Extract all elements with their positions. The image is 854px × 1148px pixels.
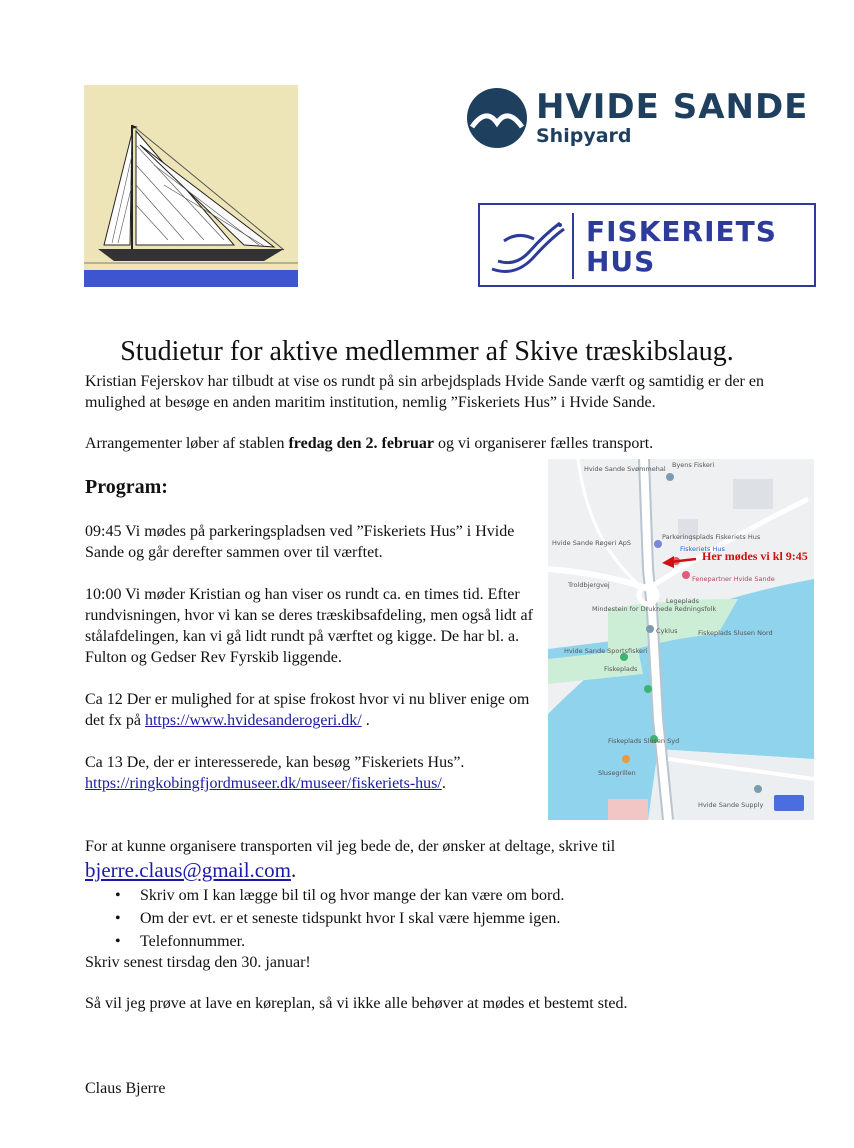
arrangement-date: fredag den 2. februar	[288, 435, 434, 452]
bullet-text: Skriv om I kan lægge bil til og hvor mange der kan være om bord.	[140, 887, 565, 904]
list-item	[85, 907, 825, 930]
signature: Claus Bjerre	[85, 1080, 166, 1097]
transport-bullet-list	[85, 884, 825, 953]
bullet-icon: •	[115, 910, 121, 927]
arrangement-after: og vi organiserer fælles transport.	[433, 435, 654, 452]
bullet-text: Telefonnummer.	[140, 933, 246, 950]
map-callout-text: Her mødes vi kl 9:45	[702, 549, 808, 563]
fiskeriets-line1: FISKERIETS	[586, 215, 777, 248]
map-label-nord: Fiskeplads Slusen Nord	[698, 629, 773, 637]
program-heading: Program:	[85, 476, 168, 498]
transport-paragraph	[85, 836, 825, 883]
map-label-syd: Fiskeplads Slusen Syd	[608, 737, 680, 745]
arrangement-paragraph	[85, 433, 825, 454]
map-label-fiskeplads: Fiskeplads	[604, 665, 638, 673]
sea-band	[84, 270, 298, 287]
list-item	[85, 884, 825, 907]
hvide-sande-shipyard-logo	[466, 85, 826, 155]
deadline-text: Skriv senest tirsdag den 30. januar!	[85, 954, 311, 971]
email-link[interactable]: bjerre.claus@gmail.com	[85, 858, 291, 882]
bullet-text: Om der evt. er et seneste tidspunkt hvor I skal være hjemme igen.	[140, 910, 561, 927]
map-label-supply: Hvide Sande Supply	[698, 801, 764, 809]
map-label-troldbjerg: Troldbjergvej	[568, 581, 610, 589]
program-ca12-tail: .	[361, 712, 370, 729]
sailboat-logo	[84, 85, 298, 287]
arrangement-before: Arrangementer løber af stablen	[85, 435, 289, 452]
program-ca13-text: Ca 13 De, der er interesseredе, kan besøg ”Fiskeriets Hus”.	[85, 754, 465, 771]
map-label-parkering: Parkeringsplads Fiskeriets Hus	[662, 533, 761, 541]
map-label-sluse: Slusegrillen	[598, 769, 636, 777]
map-label-svommehal: Hvide Sande Svømmehal	[584, 465, 666, 473]
map-label-mindested: Mindestein for Druknede Redningsfolk	[592, 605, 717, 613]
program-item-0945: 09:45 Vi mødes på parkeringspladsen ved ”Fiskeriets Hus” i Hvide Sande og går derefter sammen over til værftet.	[85, 523, 515, 561]
map-graphic	[548, 459, 814, 820]
page-title: Studietur for aktive medlemmer af Skive træskibslaug.	[120, 336, 734, 367]
map-label-fiskerietshus: Fiskeriets Hus	[680, 545, 725, 553]
list-item	[85, 930, 825, 953]
rogeri-link[interactable]: https://www.hvidesanderogeri.dk/	[144, 712, 362, 729]
museum-link[interactable]: https://ringkobingfjordmuseer.dk/museer/fiskeriets-hus/	[85, 775, 442, 792]
map-label-legeplads: Legeplads	[666, 597, 700, 605]
location-map[interactable]	[548, 459, 814, 820]
shipyard-wave-icon	[466, 87, 528, 149]
bullet-icon: •	[115, 933, 121, 950]
bullet-icon: •	[115, 887, 121, 904]
program-ca13-tail: .	[441, 775, 446, 792]
intro-paragraph: Kristian Fejerskov har tilbudt at vise os rundt på sin arbejdsplads Hvide Sande værft og samtidig er der en mulighed at besøge en anden maritim institution, nemlig ”Fiskeriets Hus” i Hvide Sande.	[85, 373, 764, 411]
program-item-ca12	[85, 689, 547, 731]
logo-divider	[572, 213, 574, 279]
map-label-rogeri: Hvide Sande Røgeri ApS	[552, 539, 632, 547]
shipyard-subtitle: Shipyard	[536, 125, 632, 147]
sailboat-icon	[84, 85, 298, 287]
map-label-feneparti: Fenepartner Hvide Sande	[692, 575, 775, 583]
map-label-byens: Byens Fiskeri	[672, 461, 715, 469]
map-label-hvidesande: Hvide Sande Sportsfiskeri	[564, 647, 648, 655]
shipyard-name: HVIDE SANDE	[536, 87, 809, 127]
fiskeriets-line2: HUS	[586, 245, 656, 278]
transport-text: For at kunne organisere transporten vil jeg bede de, der ønsker at deltage, skrive til	[85, 838, 616, 855]
closing-paragraph: Så vil jeg prøve at lave en køreplan, så vi ikke alle behøver at mødes et bestemt sted.	[85, 995, 628, 1012]
map-label-cyklus: Cyklus	[656, 627, 678, 635]
program-ca12-text: Ca 12 Der er mulighed for at spise frokost hvor vi nu bliver enige om det fx på	[85, 691, 530, 729]
program-item-1000: 10:00 Vi møder Kristian og han viser os rundt ca. en times tid. Efter rundvisningen, hvor vi kan se deres træskibsafdeling, men også lidt af stålafdelingen, kan vi gå lidt rundt på værftet og kigge. De har bl. a. Fulton og Gedser Rev Fyrskib liggende.	[85, 586, 533, 666]
fiskeriets-hus-logo	[478, 203, 816, 287]
eel-icon	[484, 211, 570, 281]
program-item-ca13	[85, 752, 547, 794]
email-tail: .	[290, 858, 297, 882]
